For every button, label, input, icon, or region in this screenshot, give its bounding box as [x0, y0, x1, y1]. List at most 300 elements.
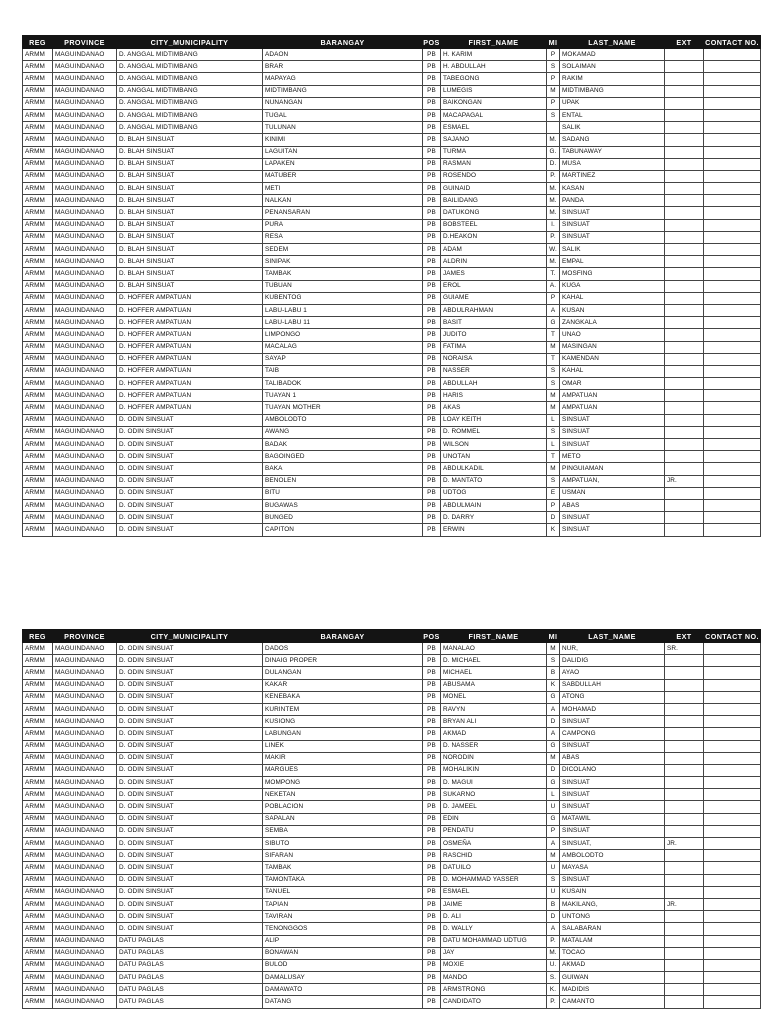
cell-pos: PB — [423, 972, 441, 984]
cell-contact-no — [704, 49, 761, 61]
cell-reg: ARMM — [23, 703, 53, 715]
cell-ext — [665, 512, 704, 524]
cell-city-municipality: D. BLAH SINSUAT — [117, 195, 263, 207]
cell-province: MAGUINDANAO — [53, 838, 117, 850]
cell-reg: ARMM — [23, 740, 53, 752]
cell-city-municipality: D. ODIN SINSUAT — [117, 874, 263, 886]
cell-ext — [665, 655, 704, 667]
cell-province: MAGUINDANAO — [53, 280, 117, 292]
cell-mi: A — [547, 838, 560, 850]
cell-city-municipality: D. ODIN SINSUAT — [117, 923, 263, 935]
cell-ext — [665, 984, 704, 996]
cell-city-municipality: D. ODIN SINSUAT — [117, 813, 263, 825]
cell-province: MAGUINDANAO — [53, 170, 117, 182]
cell-ext — [665, 280, 704, 292]
cell-pos: PB — [423, 292, 441, 304]
cell-first-name: ERWIN — [441, 524, 547, 536]
cell-city-municipality: D. BLAH SINSUAT — [117, 280, 263, 292]
cell-barangay: TUAYAN 1 — [263, 390, 423, 402]
cell-mi: D — [547, 911, 560, 923]
cell-last-name: SINSUAT — [560, 512, 665, 524]
cell-city-municipality: D. ODIN SINSUAT — [117, 740, 263, 752]
cell-pos: PB — [423, 874, 441, 886]
table-row — [23, 122, 761, 134]
cell-first-name: JAY — [441, 947, 547, 959]
table-row — [23, 402, 761, 414]
cell-last-name: KASAN — [560, 183, 665, 195]
cell-province: MAGUINDANAO — [53, 524, 117, 536]
cell-contact-no — [704, 256, 761, 268]
cell-reg: ARMM — [23, 292, 53, 304]
cell-mi: A — [547, 703, 560, 715]
cell-reg: ARMM — [23, 402, 53, 414]
cell-ext — [665, 49, 704, 61]
cell-ext — [665, 874, 704, 886]
cell-reg: ARMM — [23, 97, 53, 109]
cell-last-name: AYAO — [560, 667, 665, 679]
cell-barangay: KUBENTOG — [263, 292, 423, 304]
cell-first-name: ESMAEL — [441, 886, 547, 898]
cell-province: MAGUINDANAO — [53, 61, 117, 73]
cell-city-municipality: D. ANGGAL MIDTIMBANG — [117, 85, 263, 97]
cell-reg: ARMM — [23, 874, 53, 886]
cell-last-name: AMPATUAN, — [560, 475, 665, 487]
cell-contact-no — [704, 972, 761, 984]
cell-ext — [665, 195, 704, 207]
cell-city-municipality: D. ANGGAL MIDTIMBANG — [117, 49, 263, 61]
cell-last-name: OMAR — [560, 378, 665, 390]
cell-province: MAGUINDANAO — [53, 512, 117, 524]
cell-ext — [665, 244, 704, 256]
cell-mi: A — [547, 728, 560, 740]
cell-contact-no — [704, 402, 761, 414]
cell-barangay: DULANGAN — [263, 667, 423, 679]
cell-ext — [665, 61, 704, 73]
cell-last-name: SINSUAT — [560, 740, 665, 752]
table-row — [23, 292, 761, 304]
table-row — [23, 728, 761, 740]
cell-province: MAGUINDANAO — [53, 207, 117, 219]
cell-first-name: BAILIDANG — [441, 195, 547, 207]
cell-ext — [665, 353, 704, 365]
cell-pos: PB — [423, 61, 441, 73]
cell-barangay: PURA — [263, 219, 423, 231]
cell-contact-no — [704, 947, 761, 959]
cell-province: MAGUINDANAO — [53, 487, 117, 499]
cell-last-name: GUIWAN — [560, 972, 665, 984]
table-row — [23, 207, 761, 219]
cell-pos: PB — [423, 463, 441, 475]
cell-first-name: OSMEÑA — [441, 838, 547, 850]
cell-ext — [665, 996, 704, 1008]
cell-province: MAGUINDANAO — [53, 219, 117, 231]
cell-city-municipality: DATU PAGLAS — [117, 996, 263, 1008]
cell-city-municipality: D. ODIN SINSUAT — [117, 728, 263, 740]
header-last-name: LAST_NAME — [560, 630, 665, 643]
cell-contact-no — [704, 777, 761, 789]
cell-ext — [665, 801, 704, 813]
cell-last-name: SINSUAT — [560, 219, 665, 231]
cell-last-name: SINSUAT — [560, 524, 665, 536]
cell-ext — [665, 341, 704, 353]
cell-barangay: DAMALUSAY — [263, 972, 423, 984]
table-row — [23, 898, 761, 910]
cell-reg: ARMM — [23, 304, 53, 316]
cell-reg: ARMM — [23, 487, 53, 499]
cell-last-name: KAMENDAN — [560, 353, 665, 365]
table-row — [23, 414, 761, 426]
cell-ext — [665, 414, 704, 426]
cell-contact-no — [704, 935, 761, 947]
cell-contact-no — [704, 716, 761, 728]
cell-reg: ARMM — [23, 231, 53, 243]
cell-last-name: ABAS — [560, 499, 665, 511]
cell-last-name: KUSAIN — [560, 886, 665, 898]
table-row — [23, 195, 761, 207]
cell-reg: ARMM — [23, 61, 53, 73]
cell-contact-no — [704, 752, 761, 764]
cell-province: MAGUINDANAO — [53, 947, 117, 959]
cell-pos: PB — [423, 109, 441, 121]
cell-first-name: TURMA — [441, 146, 547, 158]
cell-contact-no — [704, 801, 761, 813]
cell-last-name: SINSUAT — [560, 414, 665, 426]
table-row — [23, 643, 761, 655]
cell-province: MAGUINDANAO — [53, 304, 117, 316]
cell-barangay: SAPALAN — [263, 813, 423, 825]
cell-first-name: JUDITO — [441, 329, 547, 341]
cell-city-municipality: D. ODIN SINSUAT — [117, 463, 263, 475]
header-city-municipality: CITY_MUNICIPALITY — [117, 630, 263, 643]
cell-contact-no — [704, 268, 761, 280]
cell-city-municipality: D. BLAH SINSUAT — [117, 158, 263, 170]
cell-province: MAGUINDANAO — [53, 911, 117, 923]
cell-mi: M — [547, 402, 560, 414]
cell-ext — [665, 923, 704, 935]
cell-first-name: H. KARIM — [441, 49, 547, 61]
cell-pos: PB — [423, 740, 441, 752]
table-row — [23, 231, 761, 243]
cell-city-municipality: DATU PAGLAS — [117, 984, 263, 996]
cell-mi: M — [547, 850, 560, 862]
cell-ext — [665, 813, 704, 825]
cell-city-municipality: D. HOFFER AMPATUAN — [117, 365, 263, 377]
cell-barangay: BUGAWAS — [263, 499, 423, 511]
cell-first-name: ABDULRAHMAN — [441, 304, 547, 316]
cell-pos: PB — [423, 317, 441, 329]
cell-pos: PB — [423, 304, 441, 316]
cell-pos: PB — [423, 195, 441, 207]
cell-first-name: SUKARNO — [441, 789, 547, 801]
cell-first-name: JAMES — [441, 268, 547, 280]
cell-ext — [665, 789, 704, 801]
cell-mi: I. — [547, 219, 560, 231]
cell-pos: PB — [423, 524, 441, 536]
cell-mi: P — [547, 73, 560, 85]
cell-last-name: MARTINEZ — [560, 170, 665, 182]
cell-city-municipality: D. BLAH SINSUAT — [117, 231, 263, 243]
table-row — [23, 134, 761, 146]
cell-contact-no — [704, 898, 761, 910]
cell-ext — [665, 304, 704, 316]
cell-pos: PB — [423, 838, 441, 850]
cell-contact-no — [704, 414, 761, 426]
cell-reg: ARMM — [23, 959, 53, 971]
cell-pos: PB — [423, 923, 441, 935]
cell-barangay: TUBUAN — [263, 280, 423, 292]
cell-ext — [665, 402, 704, 414]
cell-mi: D — [547, 512, 560, 524]
table-row — [23, 280, 761, 292]
cell-barangay: TUAYAN MOTHER — [263, 402, 423, 414]
cell-last-name: EMPAL — [560, 256, 665, 268]
cell-contact-no — [704, 292, 761, 304]
cell-contact-no — [704, 73, 761, 85]
cell-reg: ARMM — [23, 390, 53, 402]
cell-city-municipality: D. ODIN SINSUAT — [117, 886, 263, 898]
cell-reg: ARMM — [23, 972, 53, 984]
cell-barangay: BRAR — [263, 61, 423, 73]
header-first-name: FIRST_NAME — [441, 630, 547, 643]
cell-province: MAGUINDANAO — [53, 73, 117, 85]
cell-reg: ARMM — [23, 512, 53, 524]
cell-mi: P. — [547, 996, 560, 1008]
cell-barangay: NEKETAN — [263, 789, 423, 801]
table-row — [23, 365, 761, 377]
cell-reg: ARMM — [23, 109, 53, 121]
cell-ext — [665, 329, 704, 341]
cell-pos: PB — [423, 789, 441, 801]
cell-ext — [665, 959, 704, 971]
cell-ext — [665, 850, 704, 862]
cell-barangay: AWANG — [263, 426, 423, 438]
cell-city-municipality: D. ODIN SINSUAT — [117, 862, 263, 874]
cell-ext — [665, 317, 704, 329]
cell-mi: P — [547, 292, 560, 304]
cell-reg: ARMM — [23, 679, 53, 691]
cell-mi: S — [547, 874, 560, 886]
cell-contact-no — [704, 317, 761, 329]
cell-first-name: SAJANO — [441, 134, 547, 146]
table-row — [23, 984, 761, 996]
cell-ext — [665, 219, 704, 231]
cell-city-municipality: D. ODIN SINSUAT — [117, 524, 263, 536]
cell-pos: PB — [423, 475, 441, 487]
cell-contact-no — [704, 329, 761, 341]
cell-pos: PB — [423, 183, 441, 195]
cell-first-name: D. MAGUI — [441, 777, 547, 789]
cell-mi: M. — [547, 947, 560, 959]
cell-reg: ARMM — [23, 691, 53, 703]
cell-city-municipality: D. ODIN SINSUAT — [117, 801, 263, 813]
cell-last-name: AMBOLODTO — [560, 850, 665, 862]
cell-barangay: MACALAG — [263, 341, 423, 353]
cell-reg: ARMM — [23, 195, 53, 207]
cell-last-name: MADIDIS — [560, 984, 665, 996]
cell-province: MAGUINDANAO — [53, 886, 117, 898]
header-pos: POS — [423, 37, 440, 47]
cell-contact-no — [704, 146, 761, 158]
cell-last-name: ATONG — [560, 691, 665, 703]
cell-contact-no — [704, 353, 761, 365]
cell-reg: ARMM — [23, 984, 53, 996]
cell-contact-no — [704, 703, 761, 715]
cell-pos: PB — [423, 655, 441, 667]
cell-ext — [665, 703, 704, 715]
cell-pos: PB — [423, 244, 441, 256]
cell-contact-no — [704, 838, 761, 850]
cell-mi: L — [547, 439, 560, 451]
cell-province: MAGUINDANAO — [53, 691, 117, 703]
cell-province: MAGUINDANAO — [53, 959, 117, 971]
cell-city-municipality: D. ODIN SINSUAT — [117, 777, 263, 789]
cell-city-municipality: D. ODIN SINSUAT — [117, 643, 263, 655]
cell-reg: ARMM — [23, 122, 53, 134]
cell-mi: U — [547, 862, 560, 874]
cell-barangay: POBLACION — [263, 801, 423, 813]
cell-ext — [665, 679, 704, 691]
cell-reg: ARMM — [23, 777, 53, 789]
cell-province: MAGUINDANAO — [53, 667, 117, 679]
cell-reg: ARMM — [23, 947, 53, 959]
table-row — [23, 463, 761, 475]
cell-mi: P — [547, 499, 560, 511]
cell-mi: T — [547, 329, 560, 341]
cell-reg: ARMM — [23, 911, 53, 923]
cell-first-name: D. MANTATO — [441, 475, 547, 487]
table-row — [23, 764, 761, 776]
table-row — [23, 813, 761, 825]
cell-last-name: RAKIM — [560, 73, 665, 85]
table-row — [23, 499, 761, 511]
cell-contact-no — [704, 85, 761, 97]
cell-mi: P — [547, 97, 560, 109]
cell-pos: PB — [423, 850, 441, 862]
cell-first-name: BRYAN ALI — [441, 716, 547, 728]
cell-mi: M — [547, 752, 560, 764]
cell-last-name: CAMANTO — [560, 996, 665, 1008]
cell-first-name: ABDULLAH — [441, 378, 547, 390]
cell-first-name: LOAY KEITH — [441, 414, 547, 426]
cell-province: MAGUINDANAO — [53, 825, 117, 837]
header-mi: MI — [547, 630, 560, 643]
cell-province: MAGUINDANAO — [53, 972, 117, 984]
cell-city-municipality: DATU PAGLAS — [117, 947, 263, 959]
header-pos: POS — [423, 631, 440, 641]
table-row — [23, 244, 761, 256]
cell-ext — [665, 146, 704, 158]
table-row — [23, 850, 761, 862]
cell-contact-no — [704, 643, 761, 655]
cell-city-municipality: D. BLAH SINSUAT — [117, 219, 263, 231]
cell-province: MAGUINDANAO — [53, 183, 117, 195]
header-contact-no: CONTACT NO. — [705, 631, 759, 641]
cell-city-municipality: D. ODIN SINSUAT — [117, 487, 263, 499]
cell-reg: ARMM — [23, 451, 53, 463]
table-row — [23, 838, 761, 850]
cell-province: MAGUINDANAO — [53, 97, 117, 109]
cell-last-name: MATALAM — [560, 935, 665, 947]
cell-province: MAGUINDANAO — [53, 158, 117, 170]
cell-barangay: LAGUITAN — [263, 146, 423, 158]
cell-barangay: TAPIAN — [263, 898, 423, 910]
cell-first-name: ROSENDO — [441, 170, 547, 182]
cell-last-name: SALIK — [560, 244, 665, 256]
cell-mi: M — [547, 463, 560, 475]
cell-contact-no — [704, 170, 761, 182]
cell-province: MAGUINDANAO — [53, 329, 117, 341]
cell-province: MAGUINDANAO — [53, 134, 117, 146]
cell-reg: ARMM — [23, 996, 53, 1008]
cell-first-name: GUINAID — [441, 183, 547, 195]
table-row — [23, 390, 761, 402]
cell-mi: S — [547, 426, 560, 438]
cell-first-name: NORODIN — [441, 752, 547, 764]
cell-pos: PB — [423, 487, 441, 499]
cell-pos: PB — [423, 426, 441, 438]
cell-city-municipality: D. ODIN SINSUAT — [117, 667, 263, 679]
cell-pos: PB — [423, 268, 441, 280]
cell-last-name: AKMAD — [560, 959, 665, 971]
cell-first-name: BAIKONGAN — [441, 97, 547, 109]
cell-pos: PB — [423, 825, 441, 837]
cell-pos: PB — [423, 402, 441, 414]
cell-last-name: CAMPONG — [560, 728, 665, 740]
cell-last-name: MIDTIMBANG — [560, 85, 665, 97]
cell-contact-no — [704, 231, 761, 243]
cell-reg: ARMM — [23, 716, 53, 728]
cell-barangay: TAIB — [263, 365, 423, 377]
cell-last-name: DALIDIG — [560, 655, 665, 667]
cell-barangay: MOMPONG — [263, 777, 423, 789]
cell-contact-no — [704, 158, 761, 170]
cell-pos: PB — [423, 329, 441, 341]
cell-contact-no — [704, 439, 761, 451]
cell-barangay: CAPITON — [263, 524, 423, 536]
cell-mi: T — [547, 451, 560, 463]
cell-contact-no — [704, 219, 761, 231]
cell-city-municipality: DATU PAGLAS — [117, 972, 263, 984]
cell-barangay: LABU-LABU 11 — [263, 317, 423, 329]
cell-barangay: SINIPAK — [263, 256, 423, 268]
cell-reg: ARMM — [23, 499, 53, 511]
cell-mi: B — [547, 667, 560, 679]
cell-ext — [665, 740, 704, 752]
cell-province: MAGUINDANAO — [53, 292, 117, 304]
cell-barangay: LAPAKEN — [263, 158, 423, 170]
cell-first-name: MANDO — [441, 972, 547, 984]
cell-reg: ARMM — [23, 850, 53, 862]
table-row — [23, 947, 761, 959]
cell-ext: JR. — [665, 838, 704, 850]
cell-city-municipality: D. ODIN SINSUAT — [117, 825, 263, 837]
cell-barangay: TAMBAK — [263, 862, 423, 874]
table-row — [23, 170, 761, 182]
cell-mi: W. — [547, 244, 560, 256]
cell-first-name: DATU MOHAMMAD UDTUG — [441, 935, 547, 947]
cell-first-name: D. JAMEEL — [441, 801, 547, 813]
cell-contact-no — [704, 183, 761, 195]
table-row — [23, 475, 761, 487]
cell-first-name: EROL — [441, 280, 547, 292]
cell-reg: ARMM — [23, 764, 53, 776]
cell-city-municipality: D. HOFFER AMPATUAN — [117, 341, 263, 353]
cell-city-municipality: DATU PAGLAS — [117, 959, 263, 971]
cell-contact-no — [704, 691, 761, 703]
cell-first-name: D. ALI — [441, 911, 547, 923]
cell-pos: PB — [423, 73, 441, 85]
cell-city-municipality: D. HOFFER AMPATUAN — [117, 378, 263, 390]
